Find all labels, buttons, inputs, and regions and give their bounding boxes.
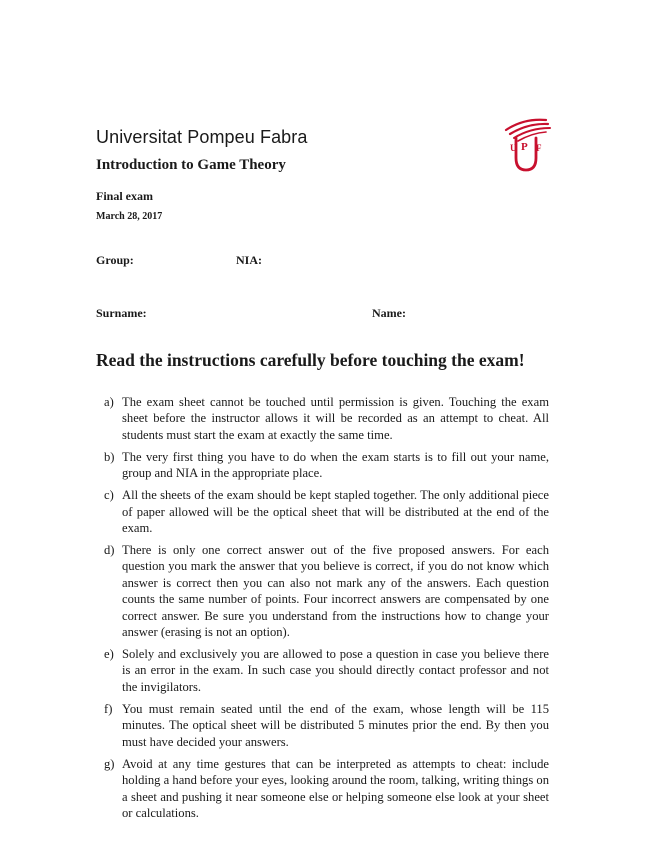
list-item-text: Avoid at any time gestures that can be interpreted as attempts to cheat: include holding a hand before your eyes, looking around the room, talking, writing things on a sheet and pushing it near someone else or helping someone else look at your sheet or calculations.: [122, 756, 549, 820]
list-item-text: The exam sheet cannot be touched until permission is given. Touching the exam sheet before the instructor allows it will be recorded as an attempt to cheat. All students must start the exam at exactly the same time.: [122, 395, 549, 442]
surname-label: Surname:: [96, 306, 147, 320]
list-marker: c): [104, 488, 114, 503]
list-item-text: The very first thing you have to do when the exam starts is to fill out your name, group and NIA in the appropriate place.: [122, 449, 549, 481]
list-item: [96, 701, 549, 750]
list-marker: b): [104, 449, 115, 464]
instructions-list: [96, 394, 549, 827]
university-name: Universitat Pompeu Fabra: [96, 127, 308, 147]
list-marker: e): [104, 647, 114, 662]
group-label: Group:: [96, 253, 134, 267]
list-item: [96, 542, 549, 640]
upf-logo: [500, 114, 556, 174]
list-item-text: There is only one correct answer out of the five proposed answers. For each question you mark the answer that you believe is correct, if you do not know which answer is correct then you can also not mark any of the answers. Each question counts the same number of points. Four incorrect answers are compensated by one correct answer. Be sure you understand from the instructions how to change your answer (erasing is not an option).: [122, 543, 549, 640]
list-marker: g): [104, 756, 115, 771]
name-label: Name:: [372, 306, 406, 320]
exam-title: Final exam: [96, 189, 153, 203]
exam-date: March 28, 2017: [96, 211, 163, 222]
list-marker: a): [104, 395, 114, 409]
logo-letter-p: P: [521, 141, 528, 153]
list-item: [96, 449, 549, 482]
list-item-text: Solely and exclusively you are allowed to pose a question in case you believe there is an error in the exam. In such case you should directly contact professor and not the invigilators.: [122, 647, 549, 694]
list-marker: d): [104, 543, 115, 558]
list-marker: f): [104, 701, 113, 716]
logo-letter-f: F: [536, 143, 542, 153]
list-item: [96, 487, 549, 536]
logo-letter-u: U: [510, 143, 517, 153]
list-item: [96, 646, 549, 695]
list-item-text: You must remain seated until the end of the exam, whose length will be 115 minutes. The optical sheet will be distributed 5 minutes prior the end. By then you must have decided your answers.: [122, 701, 549, 749]
course-title: Introduction to Game Theory: [96, 157, 286, 173]
list-item: [96, 756, 549, 822]
list-item: [96, 394, 549, 443]
instructions-heading: Read the instructions carefully before touching the exam!: [96, 350, 525, 370]
nia-label: NIA:: [236, 253, 262, 267]
list-item-text: All the sheets of the exam should be kept stapled together. The only additional piece of paper allowed will be the optical sheet that will be distributed at the end of the exam.: [122, 488, 549, 536]
